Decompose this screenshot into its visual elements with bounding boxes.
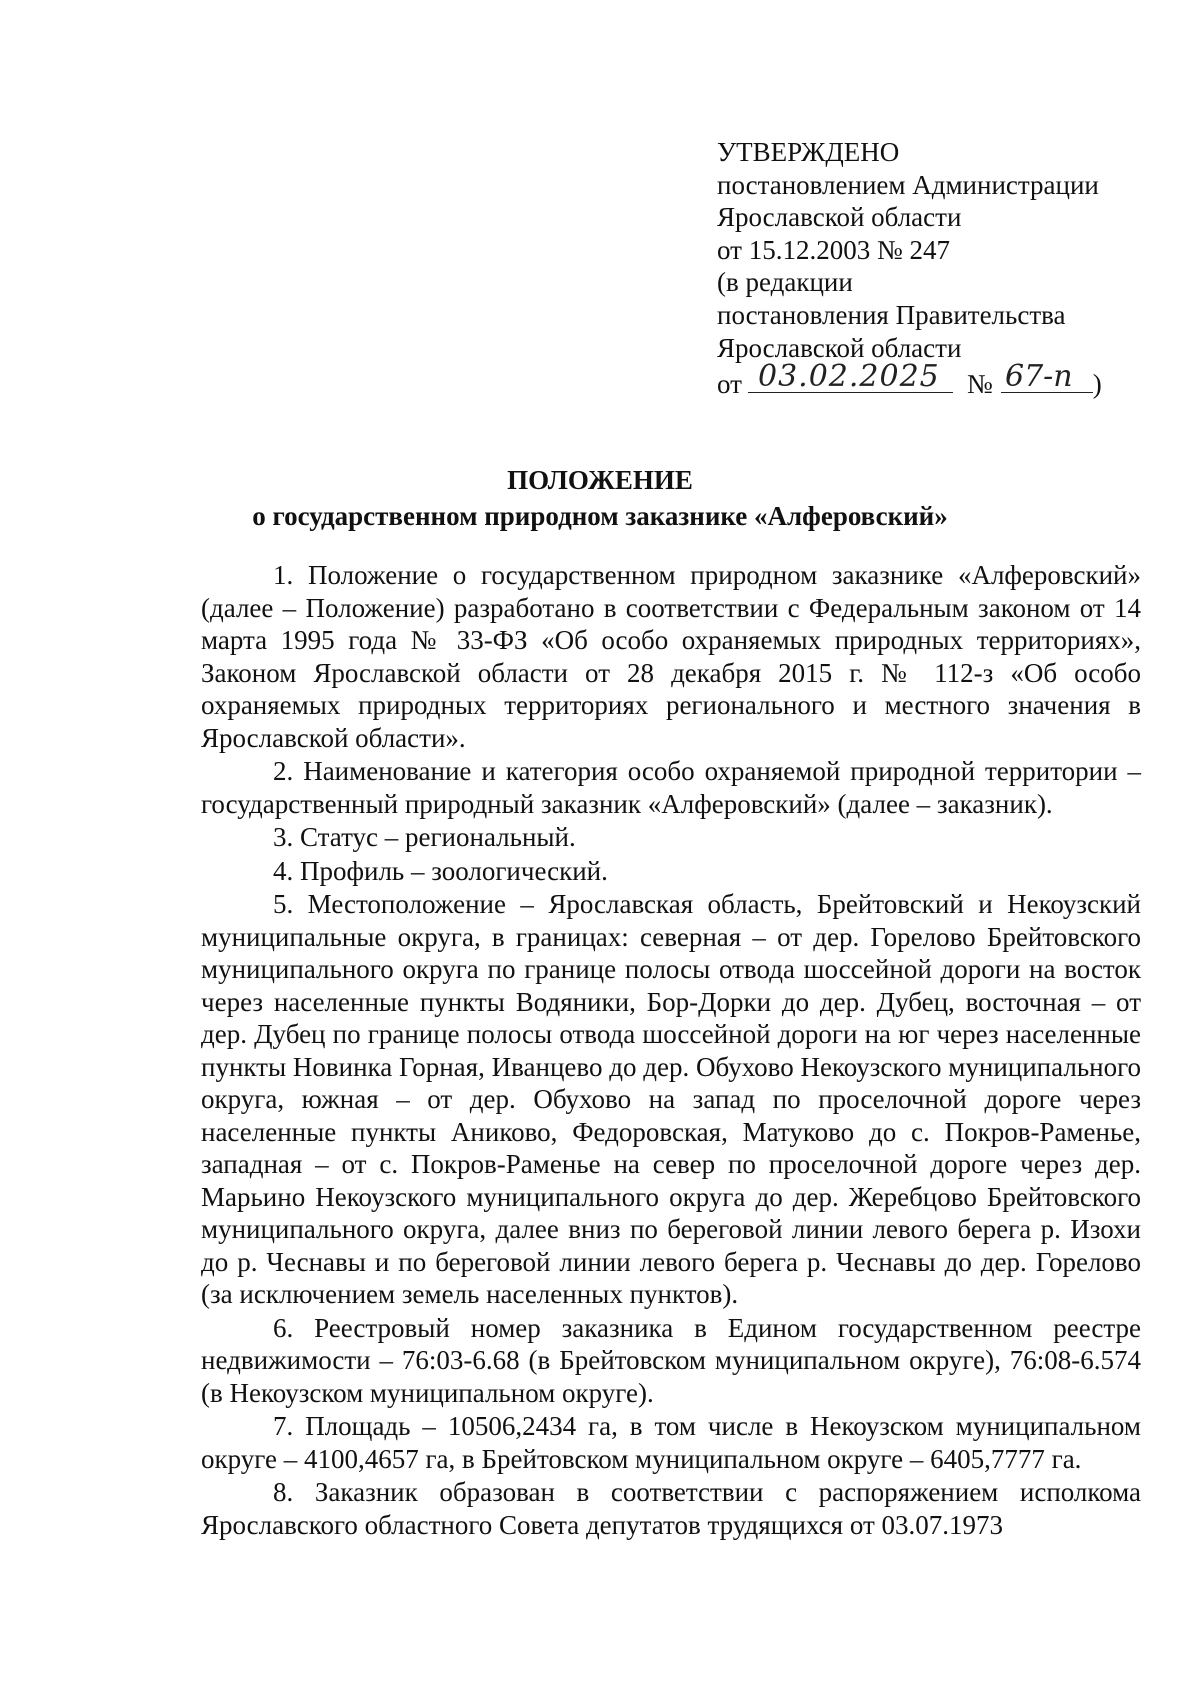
approval-line: Ярославской области bbox=[717, 332, 962, 363]
title-main: ПОЛОЖЕНИЕ bbox=[507, 465, 693, 495]
svg-text:67-п: 67-п bbox=[1004, 359, 1073, 395]
paragraph-3: 3. Статус – региональный. bbox=[273, 822, 576, 852]
approval-date-number-line bbox=[717, 359, 1137, 401]
svg-text:03.02.2025: 03.02.2025 bbox=[757, 359, 940, 395]
handwritten-date bbox=[748, 359, 953, 395]
handwritten-number-signature bbox=[1001, 352, 1111, 394]
approval-line: Ярославской области bbox=[717, 202, 962, 233]
approval-line: постановления Правительства bbox=[717, 299, 1066, 330]
paragraph-7: 7. Площадь – 10506,2434 га, в том числе в Некоузском муниципальном округе – 4100,4657 га, в Брейтовском муниципальном округе – 6405,7777 га. bbox=[201, 1411, 1141, 1474]
title-subtitle: о государственном природном заказнике «Алферовский» bbox=[252, 501, 948, 531]
approval-line: (в редакции bbox=[717, 267, 853, 298]
paragraph-6: 6. Реестровый номер заказника в Едином государственном реестре недвижимости – 76:03-6.68 (в Брейтовском муниципальном округе), 76:08-6.574 (в Некоузском муниципальном округе). bbox=[201, 1312, 1141, 1408]
paragraph-5: 5. Местоположение – Ярославская область, Брейтовский и Некоузский муниципальные округа, в границах: северная – от дер. Горелово Брейтовского муниципального округа по границе полосы отвода шоссейной дороги на восток через населенные пункты Водяники, Бор-Дорки до дер. Дубец, восточная – от дер. Дубец по границе полосы отвода шоссейной дороги на юг через населенные пункты Новинка Горная, Иванцево до дер. Обухово Некоузского муниципального округа, южная – от дер. Обухово на запад по проселочной дороге через населенные пункты Аниково, Федоровская, Матуково до с. Покров-Раменье, западная – от с. Покров-Раменье на север по проселочной дороге через дер. Марьино Некоузского муниципального округа до дер. Жеребцово Брейтовского муниципального округа, далее вниз по береговой линии левого берега р. Изохи до р. Чеснавы и по береговой линии левого берега р. Чеснавы до дер. Горелово (за исключением земель населенных пунктов). bbox=[201, 889, 1141, 1309]
paragraph-2: 2. Наименование и категория особо охраняемой природной территории – государственный природный заказник «Алферовский» (далее – заказник). bbox=[201, 756, 1141, 819]
document-body bbox=[201, 559, 1141, 1542]
approval-heading: УТВЕРЖДЕНО bbox=[717, 137, 900, 167]
closing-paren: ) bbox=[1092, 369, 1102, 400]
from-label: от bbox=[717, 369, 742, 400]
approval-stamp-block bbox=[717, 136, 1137, 401]
document-title bbox=[0, 462, 1200, 534]
paragraph-8: 8. Заказник образован в соответствии с распоряжением исполкома Ярославского областного Совета депутатов трудящихся от 03.07.1973 bbox=[201, 1477, 1141, 1540]
paragraph-1: 1. Положение о государственном природном заказнике «Алферовский» (далее – Положение) разработано в соответствии с Федеральным законом от 14 марта 1995 года № 33-ФЗ «Об особо охраняемых природных территориях», Законом Ярославской области от 28 декабря 2015 г. № 112-з «Об особо охраняемых природных территориях регионального и местного значения в Ярославской области». bbox=[201, 560, 1141, 753]
approval-line: от 15.12.2003 № 247 bbox=[717, 234, 950, 265]
number-label: № bbox=[966, 369, 993, 400]
handwritten-number bbox=[1001, 359, 1093, 395]
handwritten-date-signature bbox=[748, 352, 953, 394]
approval-line: постановлением Администрации bbox=[717, 169, 1099, 200]
paragraph-4: 4. Профиль – зоологический. bbox=[273, 855, 608, 886]
